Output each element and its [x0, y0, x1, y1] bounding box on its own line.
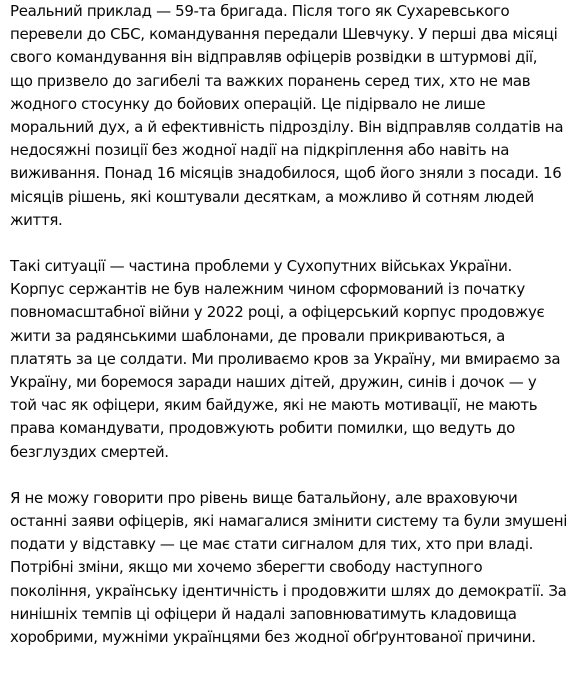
paragraph-spacer	[10, 464, 578, 487]
paragraph-1: Реальний приклад — 59-та бригада. Після того як Сухаревського перевели до СБС, командування передали Шевчуку. У перші два місяці свого командування він відправляв офіцерів розвідки в штурмові дії, що призвело до загибелі та важких поранень серед тих, хто не мав жодного стосунку до бойових операцій. Це підірвало не лише моральний дух, а й ефективність підрозділу. Він відправляв солдатів на недосяжні позиції без жодної надії на підкріплення або навіть на виживання. Понад 16 місяців знадобилося, щоб його зняли з посади. 16 місяців рішень, які коштували десяткам, а можливо й сотням людей життя.	[10, 2, 564, 229]
paragraph-2: Такі ситуації — частина проблеми у Сухопутних військах України. Корпус сержантів не був належним чином сформований із початку повномасштабної війни у 2022 році, а офіцерський корпус продовжує жити за радянськими шаблонами, де провали прикриваються, а платять за це солдати. Ми проливаємо кров за Україну, ми вмираємо за Україну, ми боремося заради наших дітей, дружин, синів і дочок — у той час як офіцери, яким байдуже, які не мають мотивації, не мають права командувати, продовжують робити помилки, що ведуть до безглуздих смертей.	[10, 257, 561, 461]
paragraph-spacer	[10, 232, 578, 255]
paragraph-3: Я не можу говорити про рівень вище батальйону, але враховуючи останні заяви офіцерів, які намагалися змінити систему та були змушені подати у відставку — це має стати сигналом для тих, хто при владі. Потрібні зміни, якщо ми хочемо зберегти свободу наступного покоління, українську ідентичність і продовжити шлях до демократії. За нинішніх темпів ці офіцери й надалі заповнюватимуть кладовища хоробрими, мужніми українцями без жодної обґрунтованої причини.	[10, 488, 568, 647]
